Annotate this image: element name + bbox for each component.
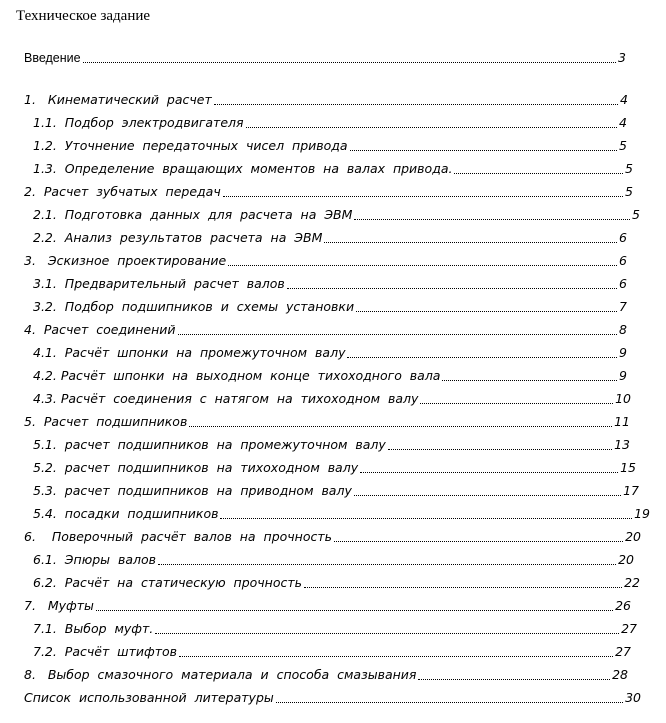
toc-entry-page-number: 22 — [624, 575, 640, 590]
dot-leader — [223, 196, 623, 197]
toc-entry-label: 1. Кинематический расчет — [24, 92, 212, 107]
toc-entry-label: 1.1. Подбор электродвигателя — [33, 115, 244, 130]
toc-entry-label: 3.2. Подбор подшипников и схемы установки — [33, 299, 355, 314]
toc-entry — [33, 226, 627, 246]
toc-entry — [33, 640, 631, 660]
toc-entry-label: 8. Выбор смазочного материала и способа смазывания — [24, 667, 417, 682]
dot-leader — [220, 518, 632, 519]
toc-entry — [33, 341, 627, 361]
toc-entry — [24, 249, 627, 269]
dot-leader — [442, 380, 617, 381]
toc-entry — [33, 157, 633, 177]
toc-entry-page-number: 4 — [620, 92, 628, 107]
dot-leader — [347, 357, 617, 358]
toc-entry-page-number: 8 — [619, 322, 627, 337]
toc-entry-page-number: 9 — [619, 345, 627, 360]
toc-entry — [24, 46, 626, 66]
toc-entry-label: 5.2. расчет подшипников на тихоходном валу — [33, 460, 359, 475]
toc-entry-page-number: 6 — [619, 253, 627, 268]
toc-entry-label: Список использованной литературы — [24, 690, 274, 705]
dot-leader — [304, 587, 622, 588]
toc-entry-page-number: 15 — [620, 460, 636, 475]
toc-entry — [33, 479, 639, 499]
toc-entry — [24, 88, 628, 108]
toc-entry-page-number: 27 — [615, 644, 631, 659]
dot-leader — [418, 679, 610, 680]
dot-leader — [356, 311, 617, 312]
dot-leader — [83, 62, 616, 63]
toc-entry — [33, 111, 627, 131]
toc-entry-page-number: 19 — [634, 506, 650, 521]
toc-entry-page-number: 4 — [619, 115, 627, 130]
toc-entry-page-number: 28 — [612, 667, 628, 682]
dot-leader — [158, 564, 616, 565]
dot-leader — [214, 104, 618, 105]
dot-leader — [179, 656, 613, 657]
toc-entry — [33, 456, 636, 476]
toc-entry — [24, 318, 627, 338]
toc-entry-label: 4.1. Расчёт шпонки на промежуточном валу — [33, 345, 346, 360]
toc-entry — [33, 548, 634, 568]
toc-entry-label: 5.3. расчет подшипников на приводном валу — [33, 483, 352, 498]
toc-entry — [24, 686, 641, 706]
toc-entry-label: 1.3. Определение вращающих моментов на валах привода. — [33, 161, 453, 176]
dot-leader — [360, 472, 618, 473]
toc-entry — [33, 272, 627, 292]
toc-entry-label: 5.4. посадки подшипников — [33, 506, 219, 521]
toc-entry — [33, 502, 650, 522]
dot-leader — [189, 426, 612, 427]
toc-entry — [33, 617, 637, 637]
toc-entry-page-number: 20 — [625, 529, 641, 544]
toc-entry-label: 3.1. Предварительный расчет валов — [33, 276, 285, 291]
toc-entry-page-number: 17 — [623, 483, 639, 498]
toc-entry-page-number: 5 — [625, 184, 633, 199]
toc-entry-label: 2. Расчет зубчатых передач — [24, 184, 221, 199]
dot-leader — [324, 242, 617, 243]
dot-leader — [454, 173, 623, 174]
toc-entry — [33, 203, 640, 223]
toc-entry-label: 7.1. Выбор муфт. — [33, 621, 154, 636]
toc-entry-page-number: 3 — [618, 50, 626, 65]
toc-entry — [33, 295, 627, 315]
dot-leader — [388, 449, 612, 450]
toc-entry-label: 7. Муфты — [24, 598, 94, 613]
toc-entry-label: Введение — [24, 51, 81, 65]
toc-entry-page-number: 5 — [619, 138, 627, 153]
toc-entry-page-number: 20 — [618, 552, 634, 567]
toc-entry-page-number: 6 — [619, 230, 627, 245]
toc-entry-page-number: 26 — [615, 598, 631, 613]
dot-leader — [350, 150, 617, 151]
toc-entry-label: 5.1. расчет подшипников на промежуточном валу — [33, 437, 386, 452]
dot-leader — [287, 288, 617, 289]
toc-entry-page-number: 9 — [619, 368, 627, 383]
dot-leader — [420, 403, 613, 404]
toc-entry — [24, 525, 641, 545]
dot-leader — [354, 219, 630, 220]
toc-entry-page-number: 6 — [619, 276, 627, 291]
toc-entry-page-number: 5 — [632, 207, 640, 222]
dot-leader — [178, 334, 618, 335]
toc-entry-label: 2.2. Анализ результатов расчета на ЭВМ — [33, 230, 323, 245]
toc-entry — [24, 410, 630, 430]
dot-leader — [276, 702, 623, 703]
toc-entry-label: 6.1. Эпюры валов — [33, 552, 157, 567]
toc-entry-page-number: 10 — [615, 391, 631, 406]
toc-entry — [24, 663, 628, 683]
toc-entry — [33, 134, 627, 154]
toc-entry-page-number: 13 — [614, 437, 630, 452]
toc-entry-label: 4. Расчет соединений — [24, 322, 176, 337]
toc-entry — [33, 387, 631, 407]
toc-entry-label: 7.2. Расчёт штифтов — [33, 644, 178, 659]
document-title: Техническое задание — [16, 8, 151, 24]
dot-leader — [246, 127, 618, 128]
toc-entry-label: 4.3. Расчёт соединения с натягом на тихоходном валу — [33, 391, 419, 406]
toc-entry — [33, 364, 627, 384]
toc-entry-label: 4.2. Расчёт шпонки на выходном конце тихоходного вала — [33, 368, 441, 383]
toc-entry-page-number: 27 — [621, 621, 637, 636]
toc-entry — [24, 180, 633, 200]
toc-entry-label: 3. Эскизное проектирование — [24, 253, 227, 268]
toc-entry-page-number: 30 — [625, 690, 641, 705]
toc-entry-label: 6. Поверочный расчёт валов на прочность — [24, 529, 333, 544]
toc-entry — [33, 433, 630, 453]
toc-entry-label: 2.1. Подготовка данных для расчета на ЭВМ — [33, 207, 353, 222]
dot-leader — [228, 265, 617, 266]
toc-entry-label: 1.2. Уточнение передаточных чисел привода — [33, 138, 348, 153]
toc-entry-page-number: 11 — [614, 414, 630, 429]
toc-entry-page-number: 5 — [625, 161, 633, 176]
dot-leader — [96, 610, 613, 611]
dot-leader — [354, 495, 621, 496]
toc-entry — [24, 594, 631, 614]
toc-entry-label: 5. Расчет подшипников — [24, 414, 188, 429]
dot-leader — [155, 633, 619, 634]
toc-entry — [33, 571, 640, 591]
toc-entry-page-number: 7 — [619, 299, 627, 314]
toc-entry-label: 6.2. Расчёт на статическую прочность — [33, 575, 303, 590]
dot-leader — [334, 541, 623, 542]
